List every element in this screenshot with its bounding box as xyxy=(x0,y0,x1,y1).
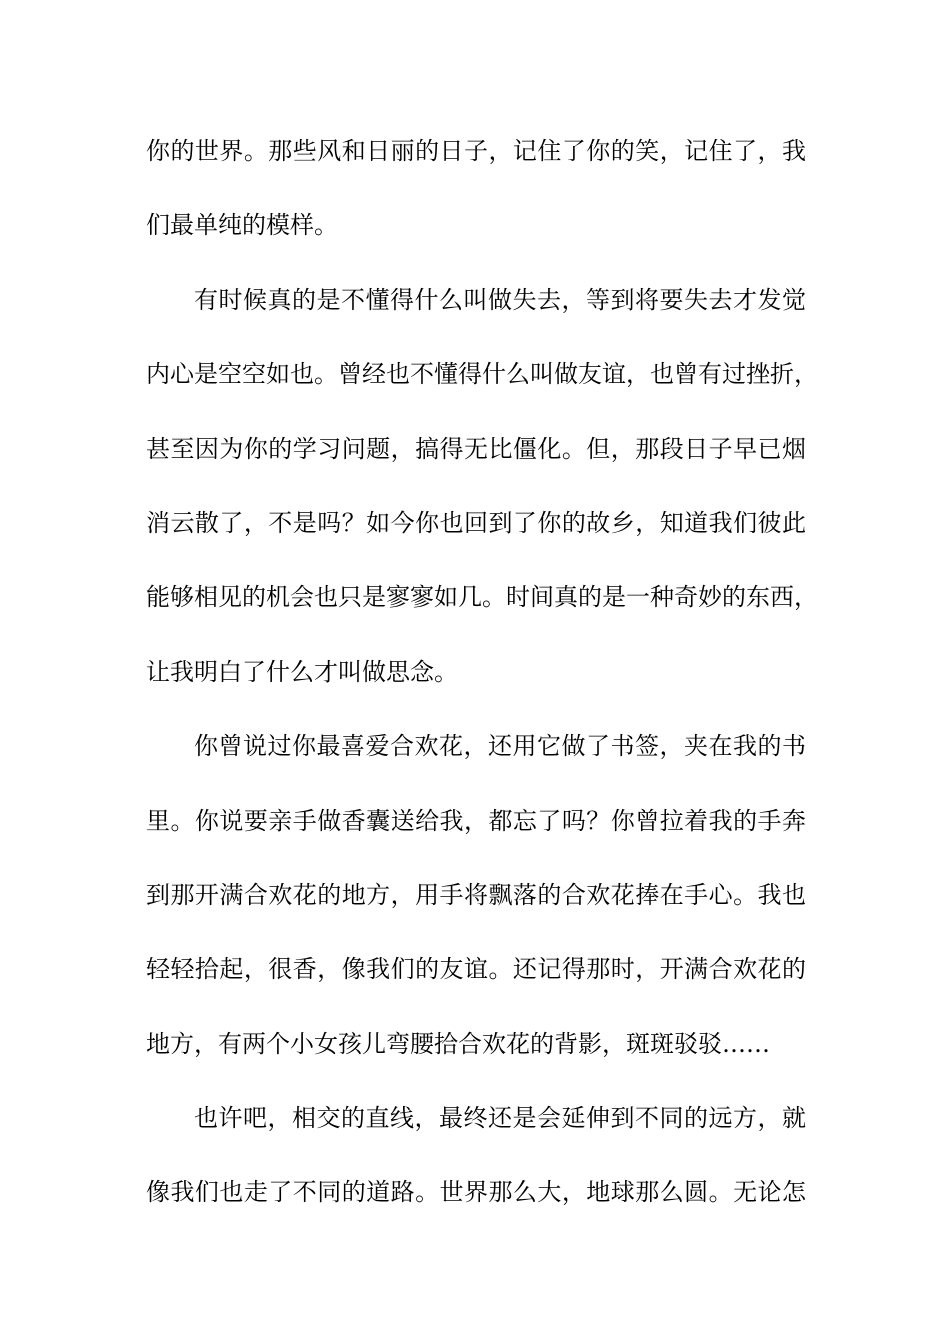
text-line-13: 地方，有两个小女孩儿弯腰拾合欢花的背影，斑斑驳驳…… xyxy=(146,1029,770,1058)
text-line-14: 也许吧，相交的直线，最终还是会延伸到不同的远方，就 xyxy=(194,1104,806,1133)
text-line-7: 能够相见的机会也只是寥寥如几。时间真的是一种奇妙的东西， xyxy=(146,583,818,612)
text-line-4: 内心是空空如也。曾经也不懂得什么叫做友谊，也曾有过挫折， xyxy=(146,360,818,389)
text-line-10: 里。你说要亲手做香囊送给我，都忘了吗？你曾拉着我的手奔 xyxy=(146,806,806,835)
text-line-2: 们最单纯的模样。 xyxy=(146,211,338,240)
text-line-9: 你曾说过你最喜爱合欢花，还用它做了书签，夹在我的书 xyxy=(194,732,806,761)
text-line-8: 让我明白了什么才叫做思念。 xyxy=(146,657,458,686)
text-line-1: 你的世界。那些风和日丽的日子，记住了你的笑，记住了，我 xyxy=(146,137,806,165)
text-line-15: 像我们也走了不同的道路。世界那么大，地球那么圆。无论怎 xyxy=(146,1178,806,1207)
text-line-6: 消云散了，不是吗？如今你也回到了你的故乡，知道我们彼此 xyxy=(146,508,806,537)
text-line-5: 甚至因为你的学习问题，搞得无比僵化。但，那段日子早已烟 xyxy=(146,434,806,463)
text-line-11: 到那开满合欢花的地方，用手将飘落的合欢花捧在手心。我也 xyxy=(146,880,806,909)
text-line-12: 轻轻拾起，很香，像我们的友谊。还记得那时，开满合欢花的 xyxy=(146,955,806,984)
body-text xyxy=(146,125,818,1241)
text-line-3: 有时候真的是不懂得什么叫做失去，等到将要失去才发觉 xyxy=(194,285,806,314)
